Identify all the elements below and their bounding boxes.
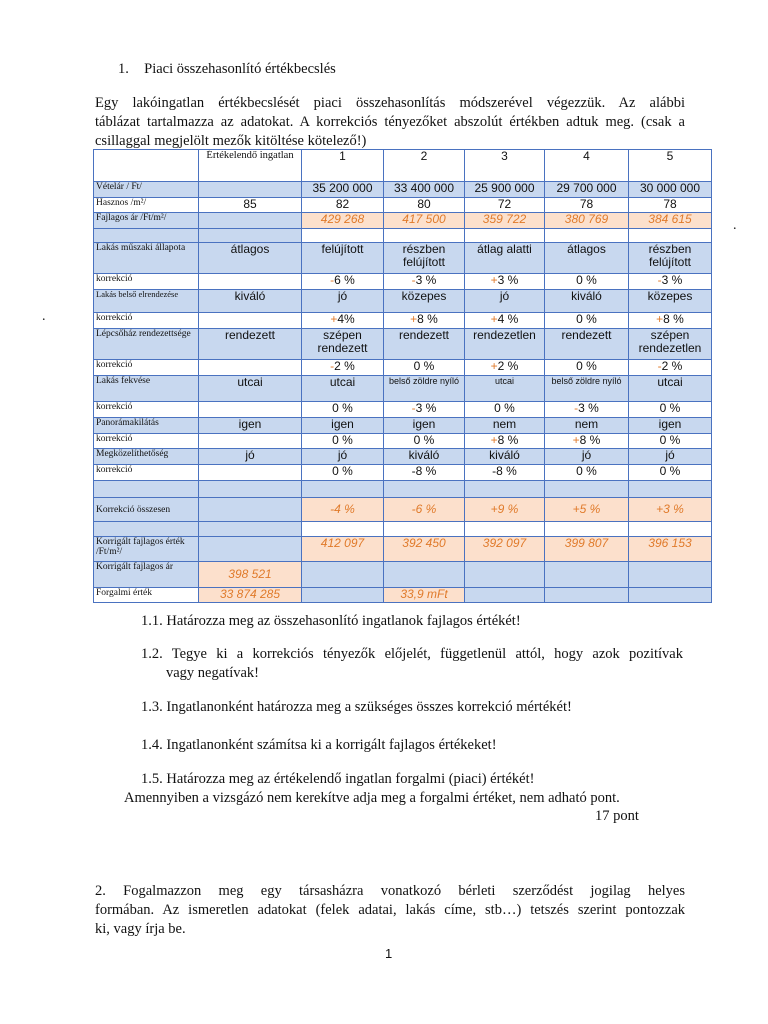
value-cell: 30 000 000 <box>629 182 712 198</box>
section1-number: 1. <box>118 61 129 77</box>
intro-paragraph <box>95 94 685 151</box>
correction-cell: +8 % <box>465 434 545 449</box>
correction-row <box>94 402 712 418</box>
correction-cell: 0 % <box>545 360 629 376</box>
value-cell: 33 400 000 <box>384 182 465 198</box>
value-cell: 29 700 000 <box>545 182 629 198</box>
correction-cell: -3 % <box>384 274 465 290</box>
scoring-note: Amennyiben a vizsgázó nem kerekítve adja meg a forgalmi értéket, nem adható pont. <box>124 790 620 806</box>
subject-cell: 85 <box>199 198 302 213</box>
correction-cell: -6 % <box>302 274 384 290</box>
correction-cell: -3 % <box>384 402 465 418</box>
correction-cell: 0 % <box>302 402 384 418</box>
correction-cell: 0 % <box>302 465 384 481</box>
value-cell: rendezett <box>384 329 465 360</box>
market-value-rounded: 33,9 mFt <box>384 588 465 603</box>
correction-cell: 0 % <box>384 360 465 376</box>
subject-cell: utcai <box>199 376 302 402</box>
correction-cell: 0 % <box>545 274 629 290</box>
table-row <box>94 329 712 360</box>
correction-cell: -3 % <box>629 274 712 290</box>
task-item: 1.2. Tegye ki a korrekciós tényezők előjelét, függetlenül attól, hogy azok pozitívak <box>141 646 683 662</box>
correction-cell: -8 % <box>465 465 545 481</box>
value-cell: igen <box>384 418 465 434</box>
correction-cell: 0 % <box>545 313 629 329</box>
spacer-row <box>94 229 712 243</box>
points-label: 17 pont <box>595 808 639 824</box>
task-item: 1.3. Ingatlanonként határozza meg a szükséges összes korrekció mértékét! <box>141 699 572 715</box>
intro-line: táblázat tartalmazza az adatokat. A korrekciós tényezőket abszolút értékben adtuk meg. (csak a <box>95 114 685 130</box>
value-cell: szépen rendezetlen <box>629 329 712 360</box>
total-cell: +9 % <box>465 498 545 522</box>
section1-title: Piaci összehasonlító értékbecslés <box>144 61 336 77</box>
row-label: Panorámakilátás <box>94 418 199 434</box>
value-cell: utcai <box>629 376 712 402</box>
value-cell: jó <box>629 449 712 465</box>
section2-line: formában. Az ismeretlen adatokat (felek adatai, lakás címe, stb…) tetszés szerint pontozzak <box>95 902 685 918</box>
correction-row <box>94 274 712 290</box>
stray-dot: . <box>733 218 737 233</box>
corrected-cell: 412 097 <box>302 537 384 562</box>
value-cell: átlag alatti <box>465 243 545 274</box>
section2-line: 2. Fogalmazzon meg egy társasházra vonatkozó bérleti szerződést jogilag helyes <box>95 883 685 899</box>
correction-cell: 0 % <box>629 465 712 481</box>
value-cell: 72 <box>465 198 545 213</box>
table-row <box>94 537 712 562</box>
correction-cell: +8 % <box>384 313 465 329</box>
value-cell: kiváló <box>384 449 465 465</box>
value-cell: átlagos <box>545 243 629 274</box>
section1-heading <box>118 60 336 79</box>
subject-cell: kiváló <box>199 290 302 313</box>
row-label: Megközelíthetőség <box>94 449 199 465</box>
table-row <box>94 588 712 603</box>
row-label: korrekció <box>94 313 199 329</box>
value-cell: jó <box>465 290 545 313</box>
correction-cell: +4% <box>302 313 384 329</box>
row-label: Lakás belső elrendezése <box>94 290 199 313</box>
value-cell: 417 500 <box>384 213 465 229</box>
corrected-cell: 392 097 <box>465 537 545 562</box>
correction-row <box>94 434 712 449</box>
table-row <box>94 290 712 313</box>
row-label: Korrigált fajlagos érték /Ft/m²/ <box>94 537 199 562</box>
table-row <box>94 213 712 229</box>
row-label: korrekció <box>94 434 199 449</box>
subject-header: Értékelendő ingatlan <box>199 150 302 182</box>
subject-cell: átlagos <box>199 243 302 274</box>
task-item: 1.5. Határozza meg az értékelendő ingatlan forgalmi (piaci) értékét! <box>141 771 535 787</box>
correction-cell: 0 % <box>465 402 545 418</box>
value-cell: 380 769 <box>545 213 629 229</box>
value-cell: 80 <box>384 198 465 213</box>
correction-cell: +8 % <box>629 313 712 329</box>
corrected-cell: 392 450 <box>384 537 465 562</box>
intro-line: csillaggal megjelölt mezők kitöltése kötelező!) <box>95 133 367 149</box>
table-row <box>94 498 712 522</box>
row-label: Vételár / Ft/ <box>94 182 199 198</box>
correction-cell: -3 % <box>545 402 629 418</box>
col-header: 3 <box>465 150 545 182</box>
correction-row <box>94 360 712 376</box>
correction-cell: +2 % <box>465 360 545 376</box>
table-row <box>94 376 712 402</box>
correction-row <box>94 465 712 481</box>
value-cell: közepes <box>384 290 465 313</box>
value-cell: 82 <box>302 198 384 213</box>
section2-line: ki, vagy írja be. <box>95 921 186 937</box>
row-label: Hasznos /m²/ <box>94 198 199 213</box>
value-cell: 359 722 <box>465 213 545 229</box>
task-item-cont: vagy negatívak! <box>166 665 260 681</box>
correction-cell: -2 % <box>629 360 712 376</box>
value-cell: jó <box>545 449 629 465</box>
total-cell: +5 % <box>545 498 629 522</box>
value-cell: kiváló <box>545 290 629 313</box>
value-cell: részben felújított <box>384 243 465 274</box>
page-number: 1 <box>385 946 393 961</box>
value-cell: részben felújított <box>629 243 712 274</box>
value-cell: utcai <box>465 376 545 402</box>
row-label: Korrigált fajlagos ár <box>94 562 199 588</box>
row-label: Korrekció összesen <box>94 498 199 522</box>
row-label: korrekció <box>94 274 199 290</box>
subject-cell <box>199 182 302 198</box>
row-label: Fajlagos ár /Ft/m²/ <box>94 213 199 229</box>
correction-cell: -2 % <box>302 360 384 376</box>
table-header-row <box>94 150 712 182</box>
section2-paragraph <box>95 882 685 939</box>
value-cell: szépen rendezett <box>302 329 384 360</box>
correction-cell: +4 % <box>465 313 545 329</box>
total-cell: -6 % <box>384 498 465 522</box>
value-cell: utcai <box>302 376 384 402</box>
value-cell: belső zöldre nyíló <box>384 376 465 402</box>
value-cell: 78 <box>629 198 712 213</box>
stray-dot: . <box>42 309 46 324</box>
correction-cell: 0 % <box>629 402 712 418</box>
correction-row <box>94 313 712 329</box>
total-cell: -4 % <box>302 498 384 522</box>
correction-cell: 0 % <box>629 434 712 449</box>
corrected-unit-price: 398 521 <box>199 562 302 588</box>
row-label: korrekció <box>94 402 199 418</box>
value-cell: nem <box>545 418 629 434</box>
row-label: Lépcsőház rendezettsége <box>94 329 199 360</box>
correction-cell: -8 % <box>384 465 465 481</box>
value-cell: belső zöldre nyíló <box>545 376 629 402</box>
row-label: Lakás műszaki állapota <box>94 243 199 274</box>
row-label: Forgalmi érték <box>94 588 199 603</box>
col-header: 2 <box>384 150 465 182</box>
correction-cell: 0 % <box>302 434 384 449</box>
subject-cell: jó <box>199 449 302 465</box>
value-cell: közepes <box>629 290 712 313</box>
correction-cell: 0 % <box>384 434 465 449</box>
value-cell: igen <box>302 418 384 434</box>
value-cell: jó <box>302 449 384 465</box>
total-cell: +3 % <box>629 498 712 522</box>
corrected-cell: 396 153 <box>629 537 712 562</box>
spacer-row <box>94 481 712 498</box>
value-cell: 35 200 000 <box>302 182 384 198</box>
correction-cell: 0 % <box>545 465 629 481</box>
table-row <box>94 182 712 198</box>
table-row <box>94 198 712 213</box>
task-item: 1.1. Határozza meg az összehasonlító ingatlanok fajlagos értékét! <box>141 613 521 629</box>
table-row <box>94 418 712 434</box>
value-cell: 78 <box>545 198 629 213</box>
row-label: korrekció <box>94 360 199 376</box>
value-cell: nem <box>465 418 545 434</box>
value-cell: 429 268 <box>302 213 384 229</box>
task-item: 1.4. Ingatlanonként számítsa ki a korrigált fajlagos értékeket! <box>141 737 497 753</box>
col-header: 4 <box>545 150 629 182</box>
intro-line: Egy lakóingatlan értékbecslését piaci összehasonlítás módszerével végezzük. Az alábbi <box>95 95 685 111</box>
row-label: korrekció <box>94 465 199 481</box>
value-cell: felújított <box>302 243 384 274</box>
subject-cell: igen <box>199 418 302 434</box>
value-cell: 384 615 <box>629 213 712 229</box>
row-label: Lakás fekvése <box>94 376 199 402</box>
valuation-table <box>93 149 712 603</box>
col-header: 1 <box>302 150 384 182</box>
value-cell: 25 900 000 <box>465 182 545 198</box>
correction-cell: +3 % <box>465 274 545 290</box>
table-row <box>94 449 712 465</box>
value-cell: kiváló <box>465 449 545 465</box>
table-row <box>94 243 712 274</box>
table-row <box>94 562 712 588</box>
market-value: 33 874 285 <box>199 588 302 603</box>
col-header: 5 <box>629 150 712 182</box>
value-cell: rendezetlen <box>465 329 545 360</box>
subject-cell: rendezett <box>199 329 302 360</box>
value-cell: jó <box>302 290 384 313</box>
corrected-cell: 399 807 <box>545 537 629 562</box>
value-cell: igen <box>629 418 712 434</box>
correction-cell: +8 % <box>545 434 629 449</box>
value-cell: rendezett <box>545 329 629 360</box>
spacer-row <box>94 522 712 537</box>
